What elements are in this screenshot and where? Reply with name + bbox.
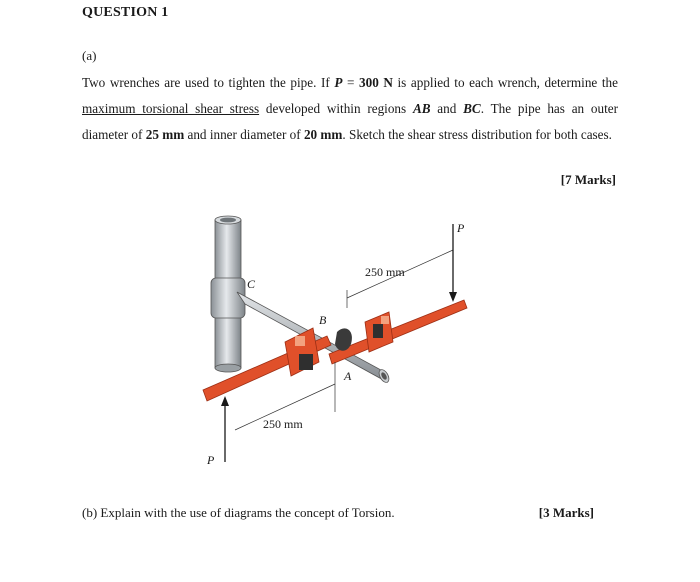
marks-part-b: [3 Marks] [538,505,594,520]
force-arrow-top [449,224,457,302]
label-c: C [247,277,256,291]
label-p-top: P [457,221,465,235]
dimension-top: 250 mm [365,265,405,279]
force-symbol: P [334,75,343,90]
question-paragraph: Two wrenches are used to tighten the pipe. If P = 300 N is applied to each wrench, determine the maximum torsional shear stress developed within regions AB and BC. The pipe has an outer diameter of 25 mm and inner diameter of 20 mm. Sketch the shear stress distribution for both cases. [82,75,619,142]
question-title: QUESTION 1 [82,5,169,20]
pipe-wrench-figure [195,212,480,472]
dimension-bottom: 250 mm [263,417,303,431]
region-bc: BC [463,101,481,116]
inner-diameter: 20 mm [303,127,343,142]
label-p-bottom: P [207,453,215,467]
force-arrow-bottom [221,396,229,462]
outer-diameter: 25 mm [145,127,185,142]
label-b: B [319,313,327,327]
force-value: 300 N [359,75,393,90]
region-ab: AB [412,101,431,116]
label-a: A [344,369,352,383]
tee-fitting [211,278,245,318]
marks-part-a: [7 Marks] [560,172,616,187]
underlined-term: maximum torsional shear stress [82,101,260,116]
part-b-text: (b) Explain with the use of diagrams the concept of Torsion. [82,505,395,520]
part-a-label: (a) [82,48,97,63]
